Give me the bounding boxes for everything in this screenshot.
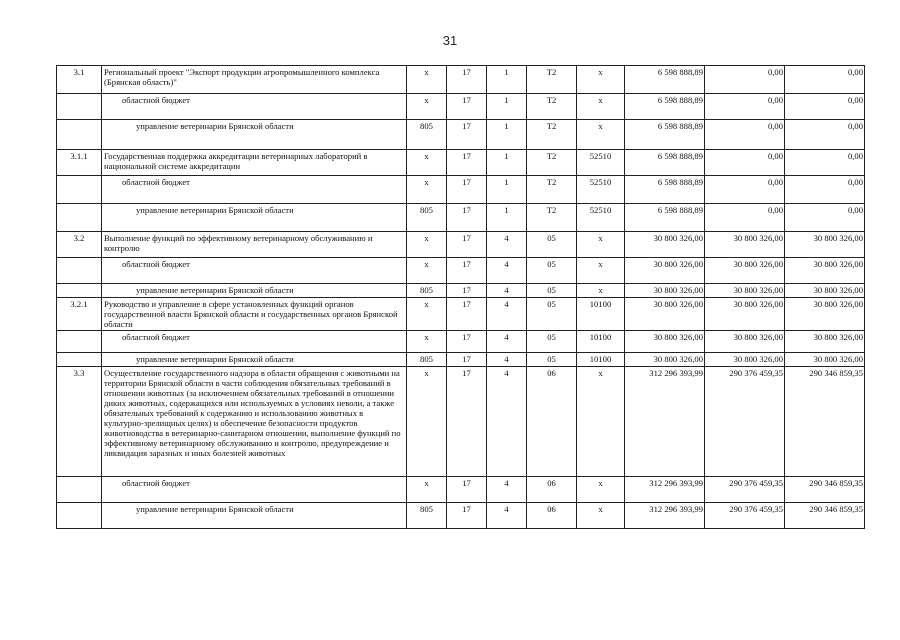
expense-code-cell: 52510 (577, 204, 625, 232)
program-code-cell: 17 (447, 503, 487, 529)
row-name-cell: Руководство и управление в сфере установленных функций органов государственной власти Брянской области и государственных органов Брянской области (102, 298, 407, 331)
direction-code-cell: 05 (527, 298, 577, 331)
table-row (57, 367, 865, 477)
ministry-code-cell: 805 (407, 120, 447, 150)
amount-year3-cell: 0,00 (785, 176, 865, 204)
table-row (57, 150, 865, 176)
amount-year1-cell: 6 598 888,89 (625, 176, 705, 204)
row-name-cell: Выполнение функций по эффективному ветеринарному обслуживанию и контролю (102, 232, 407, 258)
amount-year1-cell: 312 296 393,99 (625, 477, 705, 503)
amount-year1-cell: 30 800 326,00 (625, 258, 705, 284)
subprogram-code-cell: 1 (487, 176, 527, 204)
direction-code-cell: 05 (527, 353, 577, 367)
ministry-code-cell: х (407, 94, 447, 120)
table-row (57, 176, 865, 204)
amount-year1-cell: 6 598 888,89 (625, 150, 705, 176)
row-number-cell (57, 353, 102, 367)
subprogram-code-cell: 1 (487, 204, 527, 232)
table-row (57, 503, 865, 529)
row-name-cell: управление ветеринарии Брянской области (102, 503, 407, 529)
row-number-cell: 3.2.1 (57, 298, 102, 331)
direction-code-cell: Т2 (527, 94, 577, 120)
ministry-code-cell: х (407, 66, 447, 94)
subprogram-code-cell: 1 (487, 66, 527, 94)
table-row (57, 353, 865, 367)
row-name-cell: управление ветеринарии Брянской области (102, 120, 407, 150)
program-code-cell: 17 (447, 232, 487, 258)
row-name-cell: управление ветеринарии Брянской области (102, 353, 407, 367)
row-name-cell: областной бюджет (102, 94, 407, 120)
row-number-cell: 3.1 (57, 66, 102, 94)
expense-code-cell: 10100 (577, 353, 625, 367)
amount-year3-cell: 0,00 (785, 204, 865, 232)
page-number: 31 (442, 33, 458, 48)
subprogram-code-cell: 4 (487, 331, 527, 353)
amount-year1-cell: 6 598 888,89 (625, 204, 705, 232)
amount-year2-cell: 30 800 326,00 (705, 331, 785, 353)
direction-code-cell: Т2 (527, 176, 577, 204)
row-number-cell (57, 331, 102, 353)
direction-code-cell: Т2 (527, 150, 577, 176)
row-number-cell (57, 503, 102, 529)
ministry-code-cell: 805 (407, 353, 447, 367)
amount-year2-cell: 0,00 (705, 66, 785, 94)
amount-year2-cell: 290 376 459,35 (705, 477, 785, 503)
direction-code-cell: Т2 (527, 66, 577, 94)
ministry-code-cell: 805 (407, 204, 447, 232)
ministry-code-cell: х (407, 298, 447, 331)
ministry-code-cell: х (407, 258, 447, 284)
amount-year1-cell: 6 598 888,89 (625, 120, 705, 150)
expense-code-cell: 52510 (577, 150, 625, 176)
amount-year2-cell: 30 800 326,00 (705, 298, 785, 331)
expense-code-cell: х (577, 94, 625, 120)
amount-year3-cell: 290 346 859,35 (785, 477, 865, 503)
amount-year1-cell: 30 800 326,00 (625, 284, 705, 298)
program-code-cell: 17 (447, 66, 487, 94)
ministry-code-cell: х (407, 150, 447, 176)
ministry-code-cell: 805 (407, 503, 447, 529)
amount-year3-cell: 30 800 326,00 (785, 298, 865, 331)
amount-year2-cell: 290 376 459,35 (705, 367, 785, 477)
amount-year3-cell: 30 800 326,00 (785, 284, 865, 298)
amount-year2-cell: 0,00 (705, 150, 785, 176)
row-number-cell: 3.1.1 (57, 150, 102, 176)
program-code-cell: 17 (447, 94, 487, 120)
subprogram-code-cell: 4 (487, 503, 527, 529)
amount-year2-cell: 0,00 (705, 94, 785, 120)
amount-year2-cell: 30 800 326,00 (705, 258, 785, 284)
expense-code-cell: х (577, 503, 625, 529)
table-row (57, 331, 865, 353)
direction-code-cell: 06 (527, 367, 577, 477)
ministry-code-cell: 805 (407, 284, 447, 298)
program-code-cell: 17 (447, 284, 487, 298)
subprogram-code-cell: 1 (487, 120, 527, 150)
subprogram-code-cell: 4 (487, 258, 527, 284)
subprogram-code-cell: 4 (487, 284, 527, 298)
row-name-cell: Региональный проект "Экспорт продукции агропромышленного комплекса (Брянская область)" (102, 66, 407, 94)
row-name-cell: областной бюджет (102, 258, 407, 284)
row-number-cell (57, 258, 102, 284)
direction-code-cell: 05 (527, 284, 577, 298)
amount-year3-cell: 290 346 859,35 (785, 367, 865, 477)
row-number-cell: 3.3 (57, 367, 102, 477)
row-name-cell: областной бюджет (102, 477, 407, 503)
subprogram-code-cell: 4 (487, 298, 527, 331)
amount-year3-cell: 290 346 859,35 (785, 503, 865, 529)
direction-code-cell: 05 (527, 232, 577, 258)
amount-year3-cell: 30 800 326,00 (785, 331, 865, 353)
amount-year1-cell: 6 598 888,89 (625, 66, 705, 94)
amount-year2-cell: 30 800 326,00 (705, 353, 785, 367)
direction-code-cell: 05 (527, 331, 577, 353)
amount-year3-cell: 0,00 (785, 150, 865, 176)
row-name-cell: управление ветеринарии Брянской области (102, 204, 407, 232)
amount-year3-cell: 30 800 326,00 (785, 258, 865, 284)
ministry-code-cell: х (407, 477, 447, 503)
expense-code-cell: 10100 (577, 331, 625, 353)
subprogram-code-cell: 4 (487, 232, 527, 258)
row-number-cell (57, 284, 102, 298)
program-code-cell: 17 (447, 331, 487, 353)
expense-code-cell: х (577, 477, 625, 503)
row-number-cell: 3.2 (57, 232, 102, 258)
row-number-cell (57, 176, 102, 204)
subprogram-code-cell: 4 (487, 353, 527, 367)
program-code-cell: 17 (447, 353, 487, 367)
ministry-code-cell: х (407, 176, 447, 204)
program-code-cell: 17 (447, 477, 487, 503)
amount-year2-cell: 30 800 326,00 (705, 284, 785, 298)
direction-code-cell: 05 (527, 258, 577, 284)
expense-code-cell: х (577, 367, 625, 477)
row-number-cell (57, 204, 102, 232)
subprogram-code-cell: 4 (487, 367, 527, 477)
amount-year1-cell: 30 800 326,00 (625, 298, 705, 331)
amount-year2-cell: 30 800 326,00 (705, 232, 785, 258)
expense-code-cell: х (577, 66, 625, 94)
row-name-cell: Осуществление государственного надзора в области обращения с животными на территории Брянской области в части соблюдения обязательных требований в отношении животных (за исключением обязательных требований в отношении диких животных, содержащихся или используемых в условиях неволи, а также обязательных требований к содержанию и использованию животных в культурно-зрелищных целях) и обеспечение безопасности продуктов животноводства в ветеринарно-санитарном отношении, выполнение функций по эффективному ветеринарному обслуживанию и контролю, предупреждение и ликвидация заразных и иных болезней животных (102, 367, 407, 477)
table-row (57, 284, 865, 298)
amount-year1-cell: 30 800 326,00 (625, 331, 705, 353)
direction-code-cell: 06 (527, 477, 577, 503)
program-code-cell: 17 (447, 176, 487, 204)
amount-year1-cell: 312 296 393,99 (625, 503, 705, 529)
program-code-cell: 17 (447, 120, 487, 150)
row-number-cell (57, 120, 102, 150)
expense-code-cell: х (577, 120, 625, 150)
subprogram-code-cell: 1 (487, 150, 527, 176)
direction-code-cell: 06 (527, 503, 577, 529)
amount-year3-cell: 30 800 326,00 (785, 353, 865, 367)
amount-year1-cell: 312 296 393,99 (625, 367, 705, 477)
row-name-cell: управление ветеринарии Брянской области (102, 284, 407, 298)
program-code-cell: 17 (447, 298, 487, 331)
expense-code-cell: 10100 (577, 298, 625, 331)
program-code-cell: 17 (447, 150, 487, 176)
amount-year3-cell: 30 800 326,00 (785, 232, 865, 258)
ministry-code-cell: х (407, 331, 447, 353)
table-row (57, 66, 865, 94)
amount-year2-cell: 0,00 (705, 176, 785, 204)
table-row (57, 120, 865, 150)
row-number-cell (57, 477, 102, 503)
table-row (57, 477, 865, 503)
amount-year3-cell: 0,00 (785, 94, 865, 120)
expense-code-cell: х (577, 232, 625, 258)
amount-year3-cell: 0,00 (785, 66, 865, 94)
row-name-cell: областной бюджет (102, 331, 407, 353)
table-row (57, 298, 865, 331)
row-name-cell: Государственная поддержка аккредитации ветеринарных лабораторий в национальной системе аккредитации (102, 150, 407, 176)
amount-year2-cell: 0,00 (705, 204, 785, 232)
row-number-cell (57, 94, 102, 120)
program-code-cell: 17 (447, 258, 487, 284)
row-name-cell: областной бюджет (102, 176, 407, 204)
amount-year3-cell: 0,00 (785, 120, 865, 150)
subprogram-code-cell: 1 (487, 94, 527, 120)
amount-year1-cell: 30 800 326,00 (625, 232, 705, 258)
expense-code-cell: х (577, 258, 625, 284)
program-code-cell: 17 (447, 367, 487, 477)
expense-code-cell: 52510 (577, 176, 625, 204)
table-row (57, 258, 865, 284)
table-row (57, 232, 865, 258)
direction-code-cell: Т2 (527, 204, 577, 232)
subprogram-code-cell: 4 (487, 477, 527, 503)
amount-year1-cell: 6 598 888,89 (625, 94, 705, 120)
table-row (57, 204, 865, 232)
ministry-code-cell: х (407, 232, 447, 258)
direction-code-cell: Т2 (527, 120, 577, 150)
amount-year2-cell: 0,00 (705, 120, 785, 150)
amount-year1-cell: 30 800 326,00 (625, 353, 705, 367)
table-row (57, 94, 865, 120)
amount-year2-cell: 290 376 459,35 (705, 503, 785, 529)
budget-table (56, 65, 865, 529)
expense-code-cell: х (577, 284, 625, 298)
ministry-code-cell: х (407, 367, 447, 477)
program-code-cell: 17 (447, 204, 487, 232)
